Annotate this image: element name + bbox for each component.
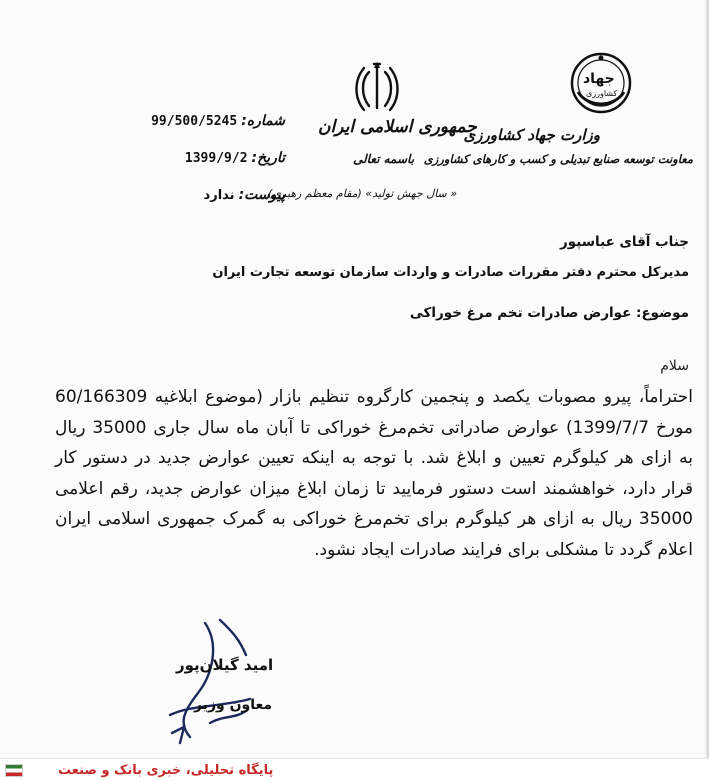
date-value: 1399/9/2 (184, 150, 248, 166)
number-label: شماره: (241, 113, 285, 129)
invocation: باسمه تعالی (353, 152, 415, 166)
letter-body: احتراماً، پیرو مصوبات یکصد و پنجمین کارگروه تنظیم بازار (موضوع ابلاغیه 60/166309 مورخ 1399/7/7) عوارض صادراتی تخم‌مرغ خوراکی تا آبان ماه سال جاری 35000 ریال به ازای هر کیلوگرم تعیین و ابلاغ شد. با توجه به اینکه تعیین عوارض جدید در دستور کار قرار دارد، خواهشمند است دستور فرمایید تا زمان ابلاغ میزان عوارض جدید، رقم اعلامی 35000 ریال به ازای هر کیلوگرم برای تخم‌مرغ خوراکی به گمرک جمهوری اسلامی ایران اعلام گردد تا مشکلی برای فرایند صادرات ایجاد نشود. (55, 387, 693, 560)
greeting: سلام (660, 358, 689, 374)
recipient-name: جناب آقای عباسپور (559, 234, 689, 250)
subject-line: موضوع: عوارض صادرات تخم مرغ خوراکی (409, 305, 689, 321)
meta-attachment (95, 184, 285, 206)
number-value: 99/500/5245 (151, 113, 238, 129)
year-motto: « سال جهش تولید» (مقام معظم رهبری) (268, 187, 458, 200)
logo-text-main: جهاد (583, 71, 615, 87)
date-label: تاریخ: (251, 150, 285, 166)
meta-date (95, 147, 285, 169)
signature-scribble (150, 615, 280, 765)
footer-source-link[interactable]: پایگاه تحلیلی، خبری بانک و صنعت (58, 763, 274, 778)
attachment-label: پیوست: (238, 187, 285, 203)
signatory-title: معاون وزیر (194, 697, 273, 713)
signatory-name: امید گیلان‌پور (176, 656, 274, 674)
scan-edge (705, 0, 709, 781)
country-name: جمهوری اسلامی ایران (318, 117, 477, 137)
ministry-name: وزارت جهاد کشاورزی (463, 126, 600, 144)
attachment-value: ندارد (203, 187, 235, 203)
meta-number (95, 110, 285, 132)
flag-icon (5, 764, 23, 777)
iran-emblem-icon (355, 62, 399, 114)
deputy-name: معاونت توسعه صنایع تبدیلی و کسب و کارهای کشاورزی (423, 152, 693, 166)
logo-text-sub: کشاورزی (586, 89, 618, 98)
recipient-title: مدیرکل محترم دفتر مقررات صادرات و واردات سازمان توسعه تجارت ایران (212, 265, 689, 280)
footer-bar (0, 758, 709, 781)
